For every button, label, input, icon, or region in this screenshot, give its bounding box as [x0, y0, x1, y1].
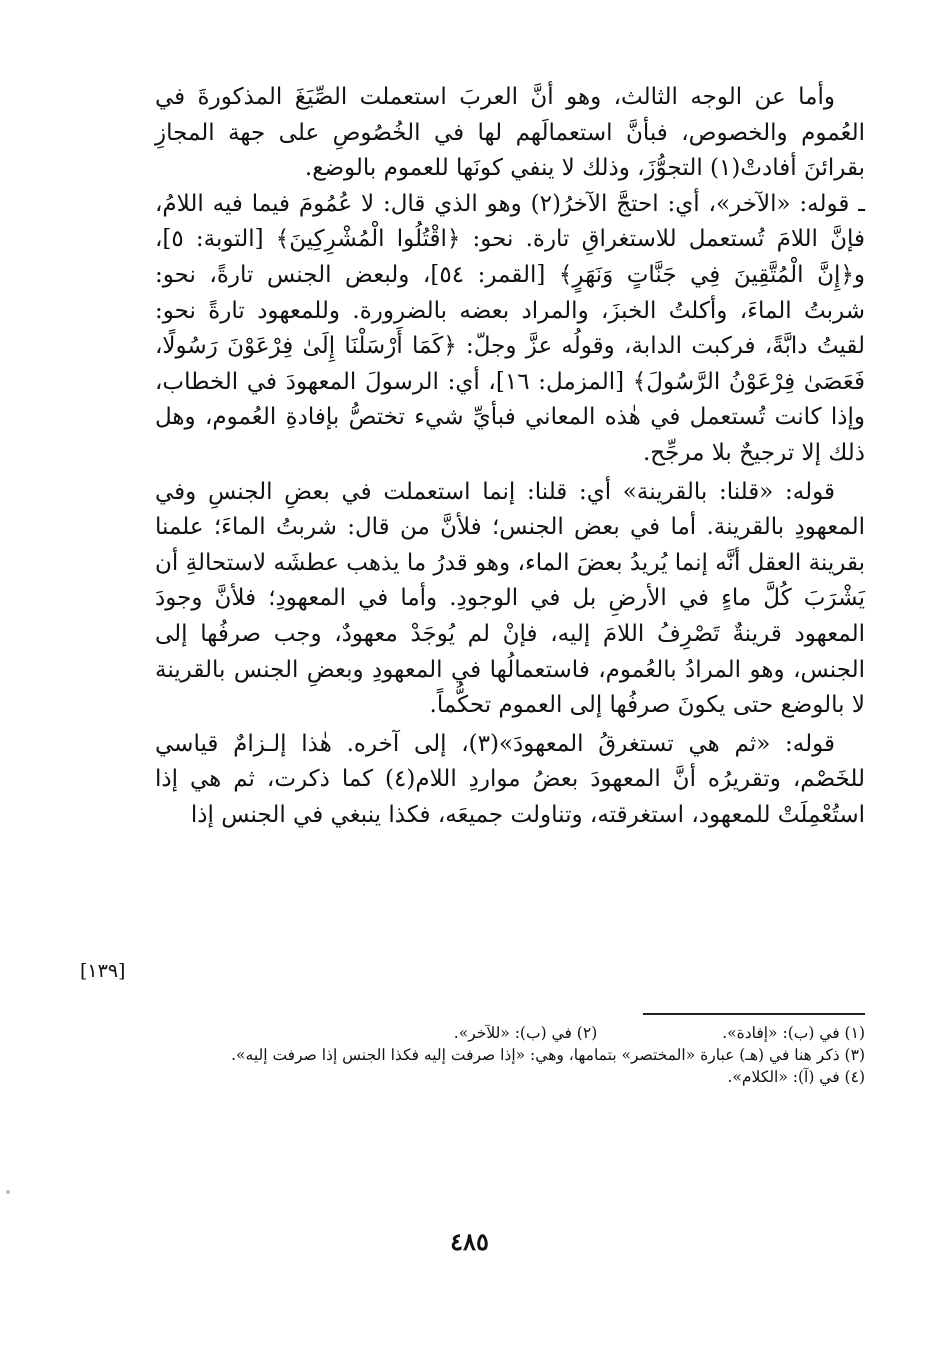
footnote-separator [643, 1013, 865, 1015]
paragraph-third-aspect: وأما عن الوجه الثالث، وهو أنَّ العربَ استعملت الصِّيَغَ المذكورةَ في العُموم والخصوص، فبأنَّ استعمالَهم لها في الخُصُوصِ على جهة المجازِ بقرائنَ أفادتْ(١) التجوُّزَ، وذلك لا ينفي كونَها للعموم بالوضع. [155, 84, 865, 182]
footnotes [155, 1022, 865, 1088]
page-number: ٤٨٥ [450, 1227, 489, 1256]
footnote-4: (٤) في (آ): «الكلام». [727, 1068, 865, 1086]
margin-reference: [١٣٩] [80, 960, 126, 982]
paragraph-other-opinion: ـ قوله: «الآخر»، أي: احتجَّ الآخرُ(٢) وهو الذي قال: لا عُمُومَ فيما فيه اللامُ، فإنَّ اللامَ تُستعمل للاستغراقِ تارة. نحو: ﴿اقْتُلُوا الْمُشْرِكِينَ﴾ [التوبة: ٥]، و﴿إِنَّ الْمُتَّقِينَ فِي جَنَّاتٍ وَنَهَرٍ﴾ [القمر: ٥٤]، ولبعض الجنس تارةً، نحو: شربتُ الماءَ، وأكلتُ الخبزَ، والمراد بعضه بالضرورة. وللمعهود تارةً نحو: لقيتُ دابَّةً، فركبت الدابة، وقولُه عزَّ وجلّ: ﴿كَمَا أَرْسَلْنَا إِلَىٰ فِرْعَوْنَ رَسُولًا، فَعَصَىٰ فِرْعَوْنُ الرَّسُولَ﴾ [المزمل: ١٦]، أي: الرسولَ المعهودَ في الخطاب، وإذا كانت تُستعمل في هٰذه المعاني فبأيِّ شيء تختصُّ بإفادةِ العُموم، وهل ذلك إلا ترجيحٌ بلا مرجِّح. [155, 190, 865, 466]
footnote-row [155, 1022, 865, 1044]
paragraph-then-it-covers: قوله: «ثم هي تستغرقُ المعهودَ»(٣)، إلى آخره. هٰذا إلـزامٌ قياسي للخَصْم، وتقريرُه أنَّ المعهودَ بعضُ مواردِ اللام(٤) كما ذكرت، ثم هي إذا استُعْمِلَتْ للمعهود، استغرقته، وتناولت جميعَه، فكذا ينبغي في الجنس إذا [155, 730, 865, 828]
paragraph-by-context: قوله: «قلنا: بالقرينة» أي: قلنا: إنما استعملت في بعضِ الجنسِ وفي المعهودِ بالقرينة. أما في بعض الجنس؛ فلأنَّ من قال: شربتُ الماءَ؛ علمنا بقرينة العقل أنَّه إنما يُريدُ بعضَ الماء، وهو قدرُ ما يذهب عطشَه لاستحالةِ أن يَشْرَبَ كُلَّ ماءٍ في الأرضِ بل في الوجودِ. وأما في المعهودِ؛ فلأنَّ وجودَ المعهود قرينةٌ تَصْرِفُ اللامَ إليه، فإنْ لم يُوجَدْ معهودٌ، وجب صرفُها إلى الجنس، وهو المرادُ بالعُموم، فاستعمالُها في المعهودِ وبعضِ الجنس بالقرينة لا بالوضع حتى يكونَ صرفُها إلى العموم تحكُّماً. [155, 478, 865, 719]
footnote-3: (٣) ذكر هنا في (هـ) عبارة «المختصر» بتمامها، وهي: «إذا صرفت إليه فكذا الجنس إذا صرفت إليه». [231, 1046, 865, 1064]
main-text [155, 80, 865, 833]
footnote-2: (٢) في (ب): «للآخر». [453, 1024, 598, 1042]
footnote-1: (١) في (ب): «إفادة». [722, 1024, 865, 1042]
scan-speck [6, 1190, 10, 1194]
